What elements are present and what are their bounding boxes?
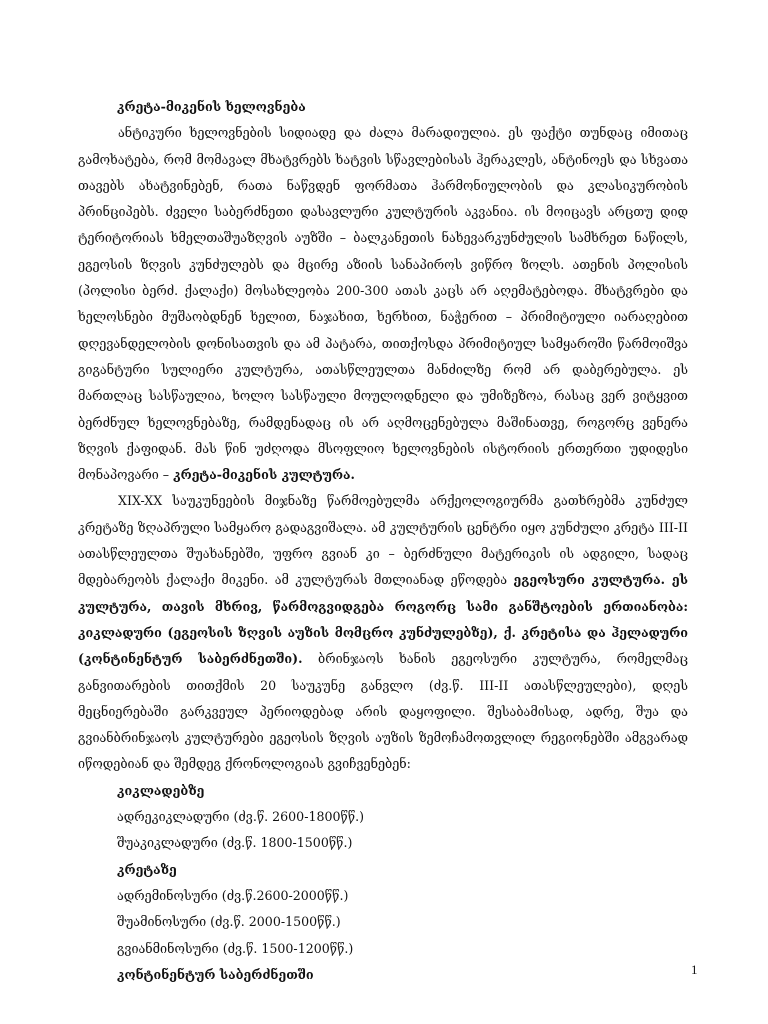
- period-item: შუამინოსური (ძვ.წ. 2000-1500წწ.): [117, 914, 341, 930]
- section-heading-cyclades: კიკლადებზე: [117, 782, 205, 798]
- paragraph-excavations-text-2: ბრინჯაოს ხანის ეგეოსური კულტურა, რომელმაც განვითარების თითქმის 20 საუკუნე განვლო (ძვ.წ. III-II ათასწლეულები), დღეს მეცნიერებაში გარკვეულ პერიოდებად არის დაყოფილი. შესაბამისად, ადრე, შუა და გვიანბრინჯაოს კულტურები ეგეოსის ზღვის აუზის ზემოჩამოთვლილ რეგიონებში ამგვარად იწოდებიან და შემდეგ ქრონოლოგიას გვიჩვენებენ:: [78, 651, 688, 772]
- period-item: ადრეკიკლადური (ძვ.წ. 2600-1800წწ.): [117, 809, 365, 825]
- period-item: ადრემინოსური (ძვ.წ.2600-2000წწ.): [117, 887, 349, 903]
- paragraph-intro: [78, 120, 688, 488]
- document-title: კრეტა-მიკენის ხელოვნება: [117, 99, 306, 114]
- section-heading-mainland-greece: კონტინენტურ საბერძნეთში: [117, 966, 314, 982]
- paragraph-intro-bold: კრეტა-მიკენის კულტურა.: [173, 467, 355, 483]
- document-body: [78, 94, 688, 988]
- paragraph-excavations-bold: ეგეოსური კულტურა. ეს კულტურა, თავის მხრივ, წარმოგვიდგება როგორც სამი განშტოების ერთიანობა: კიკლადური (ეგეოსის ზღვის აუზის მომცრო კუნძულებზე), ქ. კრეტისა და ჰელადური (კონტინენტურ საბერძნეთში).: [78, 572, 688, 667]
- paragraph-intro-text: ანტიკური ხელოვნების სიდიადე და ძალა მარადიულია. ეს ფაქტი თუნდაც იმითაც გამოხატება, რომ მომავალ მხატვრებს ხატვის სწავლებისას ჰერაკლეს, ანტინოეს და სხვათა თავებს ახატვინებენ, რათა ნაწვდენ ფორმათა ჰარმონიულობის და კლასიკურობის პრინციპებს. ძველი საბერძნეთი დასავლური კულტურის აკვანია. ის მოიცავს არცთუ დიდ ტერიტორიას ხმელთაშუაზღვის აუზში – ბალკანეთის ნახევარკუნძულის სამხრეთ ნაწილს, ეგეოსის ზღვის კუნძულებს და მცირე აზიის სანაპიროს ვიწრო ზოლს. ათენის პოლისის (პოლისი ბერძ. ქალაქი) მოსახლეობა 200-300 ათას კაცს არ აღემატებოდა. მხატვრები და ხელოსნები მუშაობდნენ ხელით, ნაჯახით, ხერხით, ნაჭერით – პრიმიტიული იარაღებით დღევანდელობის დონისათვის და ამ პატარა, თითქოსდა პრიმიტიულ სამყაროში წარმოიშვა გიგანტური სულიერი კულტურა, ათასწლეულთა მანძილზე რომ არ დაბერებულა. ეს მართლაც სასწაულია, ხოლო სასწაული მოულოდნელი და უმიზეზოა, რასაც ვერ ვიტყვით ბერძნულ ხელოვნებაზე, რამდენადაც ის არ აღმოცენებულა მაშინათვე, როგორც ვენერა ზღვის ქაფიდან. მას წინ უძღოდა მსოფლიო ხელოვნების ისტორიის ერთერთი უდიდესი მონაპოვარი –: [78, 125, 688, 483]
- period-item: შუაკიკლადური (ძვ.წ. 1800-1500წწ.): [117, 835, 353, 851]
- section-heading-crete: კრეტაზე: [117, 861, 177, 877]
- period-item: გვიანმინოსური (ძვ.წ. 1500-1200წწ.): [117, 940, 354, 956]
- page-number: 1: [691, 962, 698, 977]
- paragraph-excavations: [78, 488, 688, 777]
- paragraph-excavations-text-1: XIX-XX საუკუნეების მიჯნაზე წარმოებულმა არქეოლოგიურმა გათხრებმა კუნძულ კრეტაზე ზღაპრული სამყარო გადაგვიშალა. ამ კულტურის ცენტრი იყო კუნძული კრეტა III-II ათასწლეულთა შუახანებში, უფრო გვიან კი – ბერძნული მატერიკის ის ადგილი, სადაც მდებარეობს ქალაქი მიკენი. ამ კულტურას მთლიანად ეწოდება: [78, 493, 688, 588]
